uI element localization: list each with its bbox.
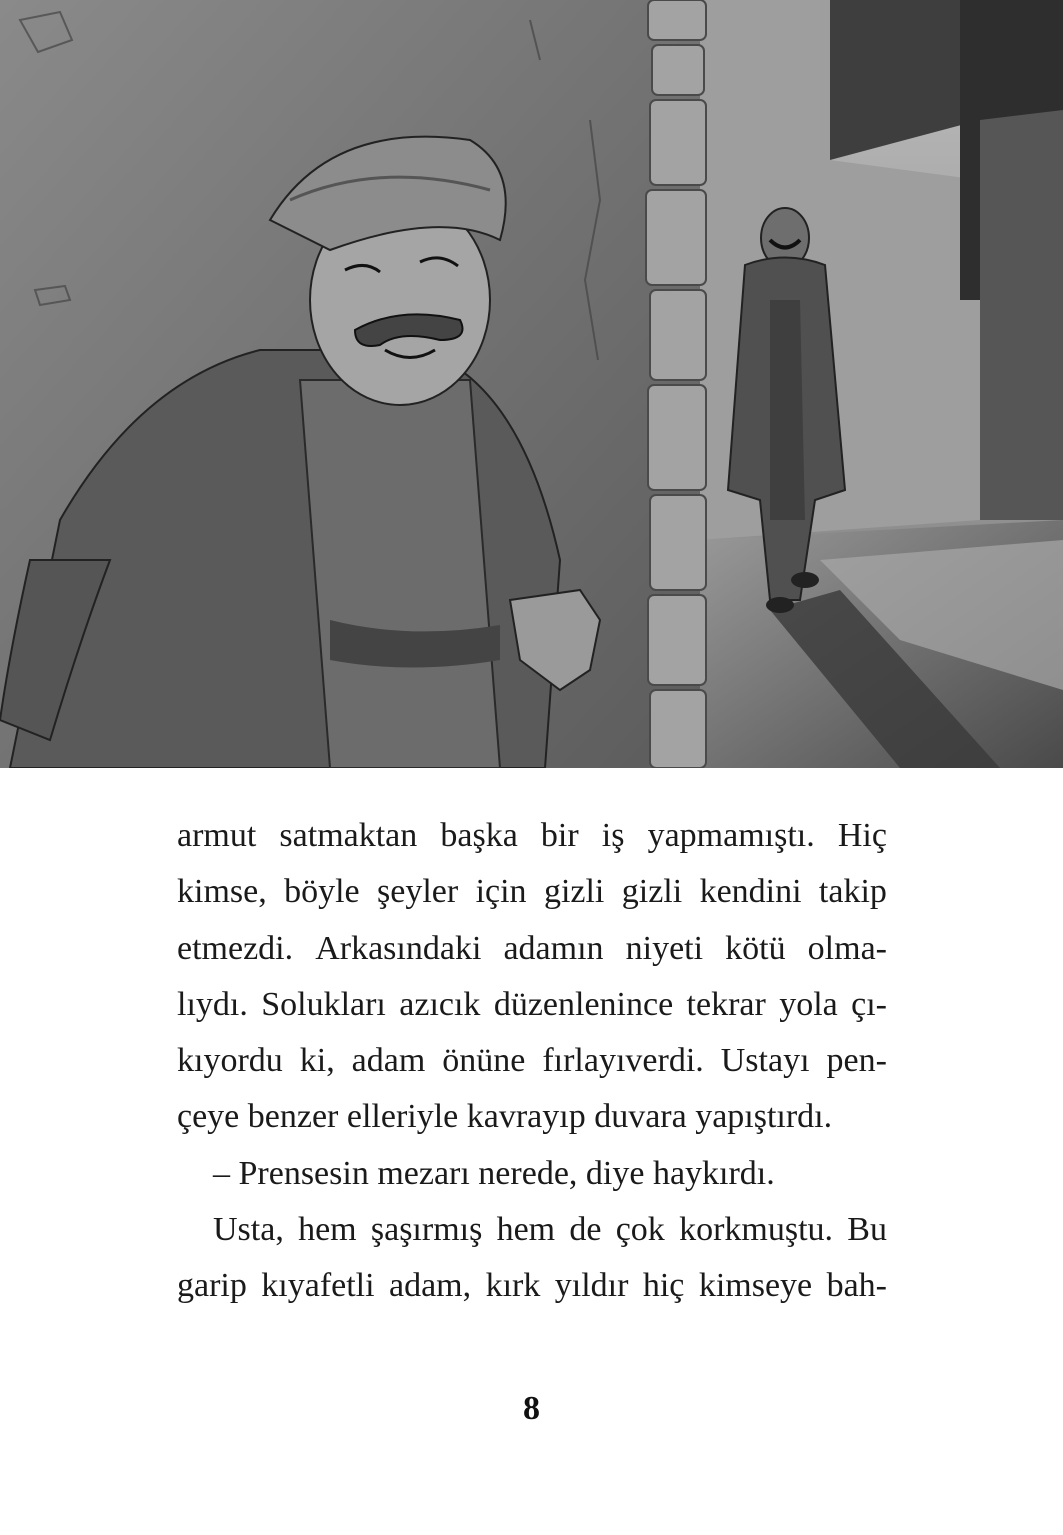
text-line-content [177,864,887,920]
word: takip [818,873,887,911]
word: kıyafetli [261,1267,375,1305]
text-line-content [213,1202,887,1258]
word: şeyler [377,873,459,911]
word: satmaktan [279,817,418,854]
text-line [177,1202,887,1258]
text-line [177,808,887,864]
word: hem [298,1211,357,1249]
word: hiç [642,1267,685,1305]
word: Ustayı [720,1042,810,1080]
word: ki, [299,1042,335,1080]
text-line-content [177,1033,887,1089]
text-line [177,864,887,920]
word: yıldır [554,1267,629,1305]
word: düzenlenince [493,985,674,1023]
word: böyle [284,873,360,911]
word: için [475,873,527,911]
word: başka [440,817,518,854]
word: kimse, [177,873,267,911]
text-line-content: – Prensesin mezarı nerede, diye haykırdı. [213,1154,775,1192]
word: armut [177,817,257,854]
word: kendini [699,873,802,911]
word: şaşırmış [370,1211,483,1249]
word: de [569,1211,602,1249]
body-text [177,808,887,1315]
word: iş [601,817,625,854]
word: korkmuştu. [679,1211,834,1249]
word: olma- [807,929,887,967]
word: Usta, [213,1211,284,1249]
text-line [177,1146,887,1202]
text-line [177,921,887,977]
word: garip [177,1267,247,1305]
word: yola [779,985,838,1023]
word: Arkasındaki [315,929,482,967]
word: adam [351,1042,426,1080]
word: yapmamıştı. [647,817,815,854]
word: kötü [725,929,786,967]
word: kimseye [698,1267,813,1305]
word: adamın [503,929,604,967]
text-line-content: çeye benzer elleriyle kavrayıp duvara yapıştırdı. [177,1098,833,1136]
word: fırlayıverdi. [542,1042,704,1080]
word: azıcık [399,985,481,1023]
word: lıydı. [177,985,248,1023]
page-number: 8 [523,1390,540,1427]
text-line [177,977,887,1033]
text-line [177,1089,887,1145]
word: kıyordu [177,1042,283,1080]
text-line-content [177,977,887,1033]
word: gizli [543,873,605,911]
text-line [177,1258,887,1314]
word: hem [496,1211,556,1249]
word: Bu [847,1211,887,1249]
word: bir [540,817,579,854]
word: etmezdi. [177,929,294,967]
word: Solukları [261,985,386,1023]
text-line [177,1033,887,1089]
word: önüne [442,1042,526,1080]
text-line-content [177,921,887,977]
text-line-content [177,808,887,864]
word: gizli [621,873,683,911]
word: adam, [389,1267,472,1305]
word: bah- [826,1267,887,1305]
word: Hiç [837,817,887,854]
word: çı- [851,985,887,1023]
text-line-content [177,1258,887,1314]
word: kırk [485,1267,541,1305]
word: çok [615,1211,665,1249]
word: tekrar [686,985,766,1023]
word: pen- [826,1042,887,1080]
word: niyeti [625,929,704,967]
